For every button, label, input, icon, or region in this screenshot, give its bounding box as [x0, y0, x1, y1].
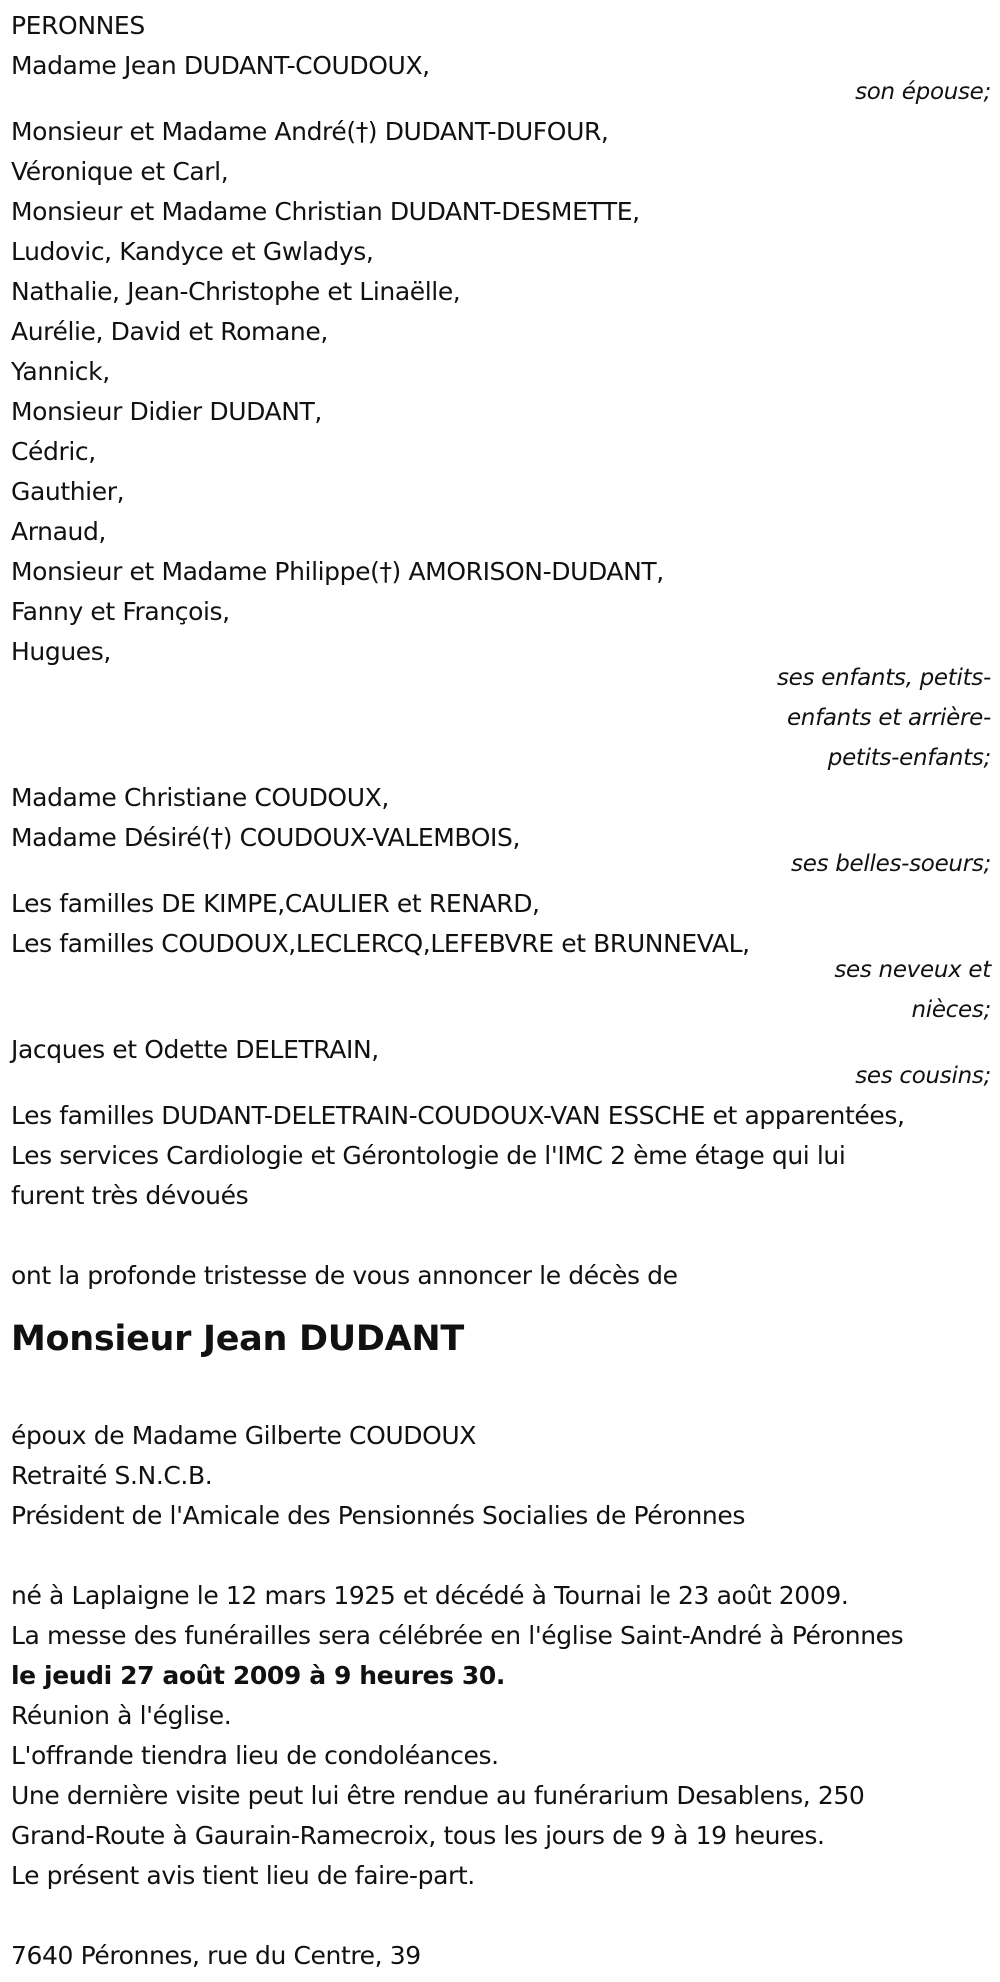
- family-line: Gauthier,: [11, 477, 125, 506]
- family-line: Jacques et Odette DELETRAIN,: [11, 1035, 379, 1064]
- details-line: Réunion à l'église.: [11, 1701, 232, 1730]
- family-line: Monsieur Didier DUDANT,: [11, 397, 322, 426]
- family-line: Les familles DUDANT-DELETRAIN-COUDOUX-VAN ESSCHE et apparentées,: [11, 1101, 905, 1130]
- relation-label: enfants et arrière-: [786, 705, 991, 731]
- funeral-date: le jeudi 27 août 2009 à 9 heures 30.: [11, 1661, 505, 1690]
- details-line: Une dernière visite peut lui être rendue au funérarium Desablens, 250: [11, 1781, 865, 1810]
- family-line: Aurélie, David et Romane,: [11, 317, 328, 346]
- family-line: Monsieur et Madame Philippe(†) AMORISON-DUDANT,: [11, 557, 664, 586]
- details-line: Grand-Route à Gaurain-Ramecroix, tous les jours de 9 à 19 heures.: [11, 1821, 825, 1850]
- details-line: La messe des funérailles sera célébrée en l'église Saint-André à Péronnes: [11, 1621, 904, 1650]
- family-line: Nathalie, Jean-Christophe et Linaëlle,: [11, 277, 461, 306]
- relation-label: nièces;: [911, 997, 991, 1023]
- deceased-name: Monsieur Jean DUDANT: [11, 1319, 464, 1359]
- family-line: Madame Jean DUDANT-COUDOUX,: [11, 51, 430, 80]
- details-line: Le présent avis tient lieu de faire-part.: [11, 1861, 475, 1890]
- relation-label: ses enfants, petits-: [776, 665, 991, 691]
- family-line: Les familles COUDOUX,LECLERCQ,LEFEBVRE et BRUNNEVAL,: [11, 929, 750, 958]
- family-line: Véronique et Carl,: [11, 157, 229, 186]
- deceased-info-line: époux de Madame Gilberte COUDOUX: [11, 1421, 476, 1450]
- family-line: Les familles DE KIMPE,CAULIER et RENARD,: [11, 889, 540, 918]
- address: 7640 Péronnes, rue du Centre, 39: [11, 1941, 421, 1970]
- relation-label: ses neveux et: [834, 957, 991, 983]
- family-line: Les services Cardiologie et Gérontologie de l'IMC 2 ème étage qui lui: [11, 1141, 846, 1170]
- family-line: Monsieur et Madame Christian DUDANT-DESMETTE,: [11, 197, 640, 226]
- relation-label: petits-enfants;: [827, 745, 991, 771]
- family-line: Monsieur et Madame André(†) DUDANT-DUFOUR,: [11, 117, 609, 146]
- details-line: né à Laplaigne le 12 mars 1925 et décédé à Tournai le 23 août 2009.: [11, 1581, 849, 1610]
- relation-label: ses cousins;: [855, 1063, 991, 1089]
- family-line: Yannick,: [11, 357, 110, 386]
- family-line: Hugues,: [11, 637, 111, 666]
- family-line: Madame Christiane COUDOUX,: [11, 783, 389, 812]
- details-line: L'offrande tiendra lieu de condoléances.: [11, 1741, 499, 1770]
- family-line: Cédric,: [11, 437, 96, 466]
- announcement-text: ont la profonde tristesse de vous annoncer le décès de: [11, 1261, 678, 1290]
- family-line: Fanny et François,: [11, 597, 230, 626]
- family-line: Madame Désiré(†) COUDOUX-VALEMBOIS,: [11, 823, 520, 852]
- family-line: Arnaud,: [11, 517, 106, 546]
- deceased-info-line: Président de l'Amicale des Pensionnés Socialies de Péronnes: [11, 1501, 745, 1530]
- locality: PERONNES: [11, 11, 145, 40]
- family-line: furent très dévoués: [11, 1181, 249, 1210]
- deceased-info-line: Retraité S.N.C.B.: [11, 1461, 213, 1490]
- relation-label: son épouse;: [855, 79, 991, 105]
- family-line: Ludovic, Kandyce et Gwladys,: [11, 237, 374, 266]
- relation-label: ses belles-soeurs;: [791, 851, 991, 877]
